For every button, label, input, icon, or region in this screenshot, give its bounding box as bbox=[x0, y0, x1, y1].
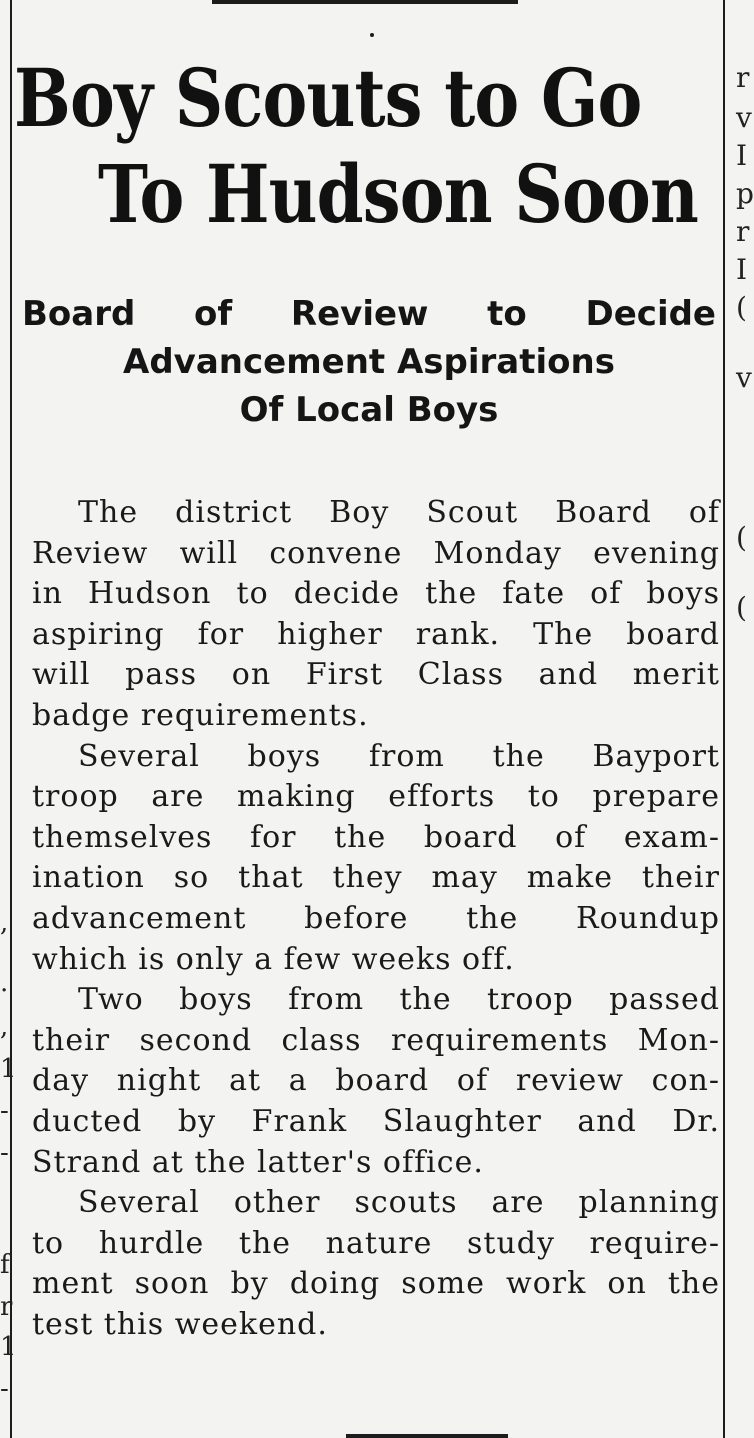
left-column-fragment: , bbox=[0, 1012, 9, 1042]
left-column-fragment: 1 bbox=[0, 1332, 17, 1362]
left-column-fragment: - bbox=[0, 1374, 9, 1404]
subheadline-line-1: Board of Review to Decide bbox=[22, 294, 716, 334]
subheadline bbox=[22, 290, 716, 434]
body-line: Several boys from the Bayport bbox=[78, 738, 720, 774]
body-line: advancement before the Roundup bbox=[32, 900, 720, 936]
body-line: Two boys from the troop passed bbox=[78, 982, 720, 1018]
body-line: ination so that they may make their bbox=[32, 860, 720, 896]
right-column-fragment: ( bbox=[736, 291, 747, 324]
body-line: to hurdle the nature study require- bbox=[32, 1225, 720, 1261]
left-column-fragment: 1 bbox=[0, 1054, 17, 1084]
right-column-fragment: ( bbox=[736, 591, 747, 624]
left-column-rule bbox=[10, 0, 12, 1438]
body-line: troop are making efforts to prepare bbox=[32, 779, 720, 815]
left-column-fragment: - bbox=[0, 1096, 9, 1126]
body-line: in Hudson to decide the fate of boys bbox=[32, 576, 720, 612]
ornament-dot bbox=[370, 33, 374, 37]
right-column-fragment: I bbox=[736, 253, 748, 286]
body-line: aspiring for higher rank. The board bbox=[32, 616, 720, 652]
body-line: which is only a few weeks off. bbox=[32, 941, 515, 977]
subheadline-line-3: Of Local Boys bbox=[239, 390, 499, 430]
headline-line-2: To Hudson Soon bbox=[98, 147, 699, 241]
body-line: badge requirements. bbox=[32, 697, 369, 733]
body-line: will pass on First Class and merit bbox=[32, 657, 720, 693]
body-line: their second class requirements Mon- bbox=[32, 1022, 720, 1058]
body-line: test this weekend. bbox=[32, 1306, 328, 1342]
headline bbox=[14, 50, 699, 242]
right-column-rule bbox=[723, 0, 725, 1438]
headline-line-1: Boy Scouts to Go bbox=[14, 51, 642, 145]
article-body bbox=[32, 493, 720, 1345]
body-line: The district Boy Scout Board of bbox=[78, 495, 720, 530]
bottom-rule bbox=[346, 1434, 508, 1438]
body-line: Several other scouts are planning bbox=[78, 1185, 720, 1221]
left-column-fragment: , bbox=[0, 908, 9, 938]
body-line: Review will convene Monday evening bbox=[32, 535, 720, 571]
right-column-fragment: r bbox=[736, 61, 750, 94]
left-column-fragment: r bbox=[0, 1292, 13, 1322]
left-column-fragment: f bbox=[0, 1250, 10, 1280]
right-column-fragment: ( bbox=[736, 521, 747, 554]
body-line: ment soon by doing some work on the bbox=[32, 1266, 720, 1302]
body-line: day night at a board of review con- bbox=[32, 1063, 720, 1099]
right-column-fragment: v bbox=[736, 101, 752, 134]
right-column-fragment: r bbox=[736, 215, 750, 248]
right-column-fragment: v bbox=[736, 361, 752, 394]
left-column-fragment: . bbox=[0, 968, 9, 998]
body-line: themselves for the board of exam- bbox=[32, 819, 720, 855]
right-column-fragment: I bbox=[736, 139, 748, 172]
left-column-fragment: - bbox=[0, 1138, 9, 1168]
top-rule bbox=[212, 0, 518, 4]
body-line: ducted by Frank Slaughter and Dr. bbox=[32, 1103, 720, 1139]
body-line: Strand at the latter's office. bbox=[32, 1144, 484, 1180]
right-column-fragment: p bbox=[736, 177, 754, 210]
subheadline-line-2: Advancement Aspirations bbox=[123, 342, 615, 382]
